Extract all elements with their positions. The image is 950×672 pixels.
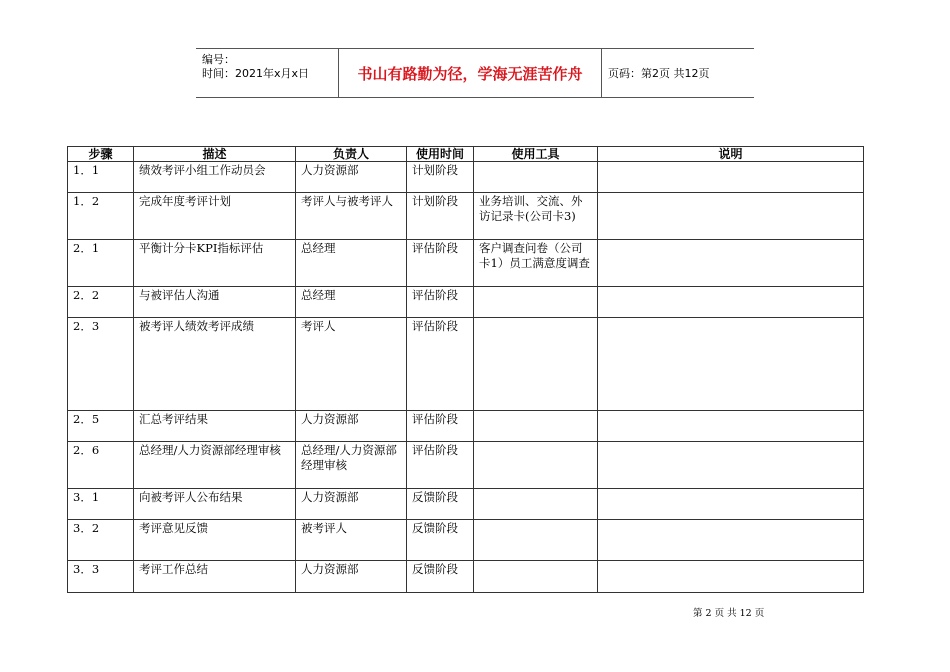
cell-owner: 总经理 [296,240,407,287]
table-row [68,318,864,411]
cell-time: 计划阶段 [407,162,474,193]
cell-note [598,520,864,561]
cell-owner: 人力资源部 [296,489,407,520]
cell-tool [474,520,598,561]
cell-time: 评估阶段 [407,318,474,411]
steps-table [67,146,864,593]
table-row [68,561,864,593]
cell-desc: 绩效考评小组工作动员会 [134,162,296,193]
cell-tool [474,561,598,593]
cell-desc: 汇总考评结果 [134,411,296,442]
cell-time: 评估阶段 [407,411,474,442]
cell-note [598,287,864,318]
cell-step: 1．1 [68,162,134,193]
cell-desc: 被考评人绩效考评成绩 [134,318,296,411]
table-row [68,411,864,442]
header-meta [196,49,339,97]
cell-time: 计划阶段 [407,193,474,240]
table-row [68,162,864,193]
page-footer: 第 2 页 共 12 页 [693,608,765,619]
cell-tool [474,318,598,411]
cell-note [598,411,864,442]
cell-desc: 平衡计分卡KPI指标评估 [134,240,296,287]
cell-time: 评估阶段 [407,287,474,318]
table-row [68,240,864,287]
cell-time: 评估阶段 [407,442,474,489]
cell-note [598,442,864,489]
table-row [68,489,864,520]
cell-step: 3．1 [68,489,134,520]
cell-desc: 考评工作总结 [134,561,296,593]
cell-owner: 总经理/人力资源部经理审核 [296,442,407,489]
cell-owner: 人力资源部 [296,561,407,593]
cell-owner: 人力资源部 [296,411,407,442]
col-header-tool: 使用工具 [474,147,598,162]
cell-tool [474,442,598,489]
col-header-note: 说明 [598,147,864,162]
cell-tool [474,411,598,442]
header-number-label: 编号： [202,53,235,66]
col-header-step: 步骤 [68,147,134,162]
cell-desc: 考评意见反馈 [134,520,296,561]
cell-step: 2．2 [68,287,134,318]
cell-owner: 人力资源部 [296,162,407,193]
cell-step: 1．2 [68,193,134,240]
cell-owner: 考评人 [296,318,407,411]
cell-owner: 总经理 [296,287,407,318]
table-row [68,193,864,240]
cell-desc: 向被考评人公布结果 [134,489,296,520]
cell-desc: 总经理/人力资源部经理审核 [134,442,296,489]
cell-tool: 客户调查问卷（公司卡1）员工满意度调查 [474,240,598,287]
header-page-label: 页码：第2页 共12页 [608,67,710,80]
cell-time: 反馈阶段 [407,520,474,561]
cell-step: 2．6 [68,442,134,489]
cell-tool [474,162,598,193]
table-row [68,442,864,489]
cell-note [598,193,864,240]
cell-step: 3．3 [68,561,134,593]
header-motto: 书山有路勤为径，学海无涯苦作舟 [339,49,602,97]
cell-step: 2．5 [68,411,134,442]
col-header-desc: 描述 [134,147,296,162]
cell-desc: 完成年度考评计划 [134,193,296,240]
header-date-label: 时间：2021年x月x日 [202,67,310,80]
cell-desc: 与被评估人沟通 [134,287,296,318]
col-header-owner: 负责人 [296,147,407,162]
cell-tool: 业务培训、交流、外访记录卡(公司卡3) [474,193,598,240]
cell-time: 评估阶段 [407,240,474,287]
cell-note [598,561,864,593]
cell-tool [474,489,598,520]
table-row [68,520,864,561]
cell-step: 3．2 [68,520,134,561]
cell-time: 反馈阶段 [407,561,474,593]
cell-note [598,318,864,411]
cell-note [598,240,864,287]
cell-step: 2．1 [68,240,134,287]
table-header-row [68,147,864,162]
cell-step: 2．3 [68,318,134,411]
page-header [196,48,754,98]
cell-owner: 考评人与被考评人 [296,193,407,240]
cell-tool [474,287,598,318]
cell-note [598,162,864,193]
cell-owner: 被考评人 [296,520,407,561]
cell-time: 反馈阶段 [407,489,474,520]
table-row [68,287,864,318]
col-header-time: 使用时间 [407,147,474,162]
cell-note [598,489,864,520]
